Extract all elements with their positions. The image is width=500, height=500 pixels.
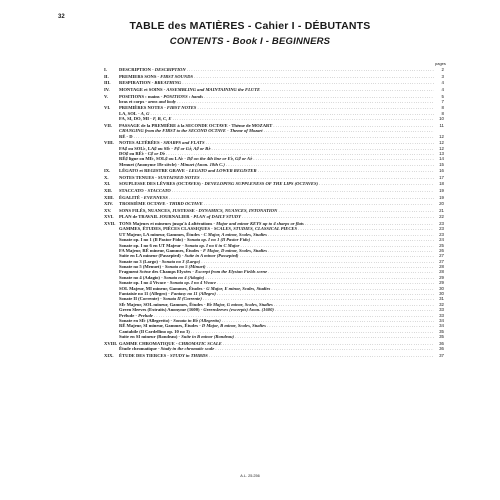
toc-entry-title xyxy=(119,175,434,180)
toc-entry-number: X. xyxy=(104,174,109,180)
toc-entry-separator: - xyxy=(134,312,139,318)
toc-entry-page: 7 xyxy=(441,98,444,104)
toc-entry-page: 27 xyxy=(439,253,444,259)
toc-entry-title-french: NOTES TENUES xyxy=(119,174,155,180)
toc-entry xyxy=(104,201,444,206)
toc-entry-title-french: Sonate no 4 (Adagio) xyxy=(119,274,160,280)
toc-entry-number: XVII. xyxy=(104,220,116,226)
toc-entry-separator: - xyxy=(180,242,185,248)
toc-entry-title-english: Sonata op. I no 4 Vivace xyxy=(169,280,216,286)
toc-entry-title-english: STACCATO xyxy=(147,188,171,194)
toc-entry-separator: - xyxy=(159,140,164,146)
toc-entry-number: V. xyxy=(104,93,108,99)
toc-entry xyxy=(104,334,444,339)
toc-entry-title-english: Suite in A minor (Passepied) xyxy=(184,253,239,259)
toc-entry-title-french: RÉ Majeur, SI mineur, Gammes, Études xyxy=(119,323,199,329)
toc-entry-page: 35 xyxy=(439,334,444,340)
toc-entry-page: 15 xyxy=(439,161,444,167)
toc-entry-title-french: SONS FILÉS, NUANCES, JUSTESSE xyxy=(119,207,195,213)
toc-entry-title-english: Fantasy no 11 (Allegro) xyxy=(170,291,216,297)
toc-entry-separator: - xyxy=(156,346,161,352)
toc-entry-number: III. xyxy=(104,80,111,86)
toc-entry-title-english: F♯ or G♭, A♯ or B♭ xyxy=(174,145,211,151)
toc-entry-page: 30 xyxy=(439,285,444,291)
toc-entry-page: 25 xyxy=(439,242,444,248)
toc-entry-title-french: Fragment Scène des Champs Elysées xyxy=(119,269,192,275)
toc-entry-separator: - xyxy=(183,156,188,162)
toc-entry-title xyxy=(119,116,434,121)
toc-entry-page: 23 xyxy=(439,226,444,232)
toc-entry xyxy=(104,87,444,92)
toc-entry-page: 8 xyxy=(441,105,444,111)
toc-entry-page: 13 xyxy=(439,150,444,156)
toc-entry-page: 36 xyxy=(439,340,444,346)
toc-entry-title-english: SHARPS and FLATS xyxy=(163,140,205,146)
toc-entry-separator: - xyxy=(158,296,163,302)
toc-entry-page: 22 xyxy=(439,214,444,220)
toc-entry-page: 5 xyxy=(441,93,444,99)
toc-entry-page: 3 xyxy=(441,73,444,79)
toc-entry-title-french: Suite en SI mineur (Rondeau) xyxy=(119,334,178,340)
toc-entry-title-english: Sonata op. I no 6 in C Major xyxy=(184,242,240,248)
toc-entry-number: XI. xyxy=(104,181,111,187)
toc-entry-title xyxy=(119,201,434,206)
toc-entry-title-french: Green Sleeves (Extraits) Anonyme (1600) xyxy=(119,307,200,313)
toc-entry-title-english: FIRST NOTES xyxy=(166,105,197,111)
title-french: TABLE des MATIÈRES - Cahier I - DÉBUTANTS xyxy=(129,20,371,32)
toc-entry xyxy=(104,214,444,219)
toc-entry-title-english: LEGATO and LOWER REGISTER xyxy=(188,168,257,174)
toc-entry-title-french: ÉTUDE DES TIERCES xyxy=(119,352,167,358)
toc-entry-page: 28 xyxy=(439,269,444,275)
toc-entry-title-english: Sonata in B♭ (Allegretto) xyxy=(173,317,221,323)
toc-entry xyxy=(104,208,444,213)
toc-entry-title-french: Sonate no 5 (Menuet) xyxy=(119,264,161,270)
toc-entry-separator: - xyxy=(136,110,141,116)
toc-entry-separator: - xyxy=(159,274,164,280)
toc-entry-title-english: DEVELOPING SUPPLENESS OF THE LIPS (OCTAVES) xyxy=(204,181,319,187)
toc-entry-title-french: UT Majeur, LA mineur, Gammes, Études xyxy=(119,231,200,237)
toc-entry-separator: - xyxy=(182,237,187,243)
toc-entry-title-french: LA, SOL xyxy=(119,110,137,116)
toc-entry-separator: - xyxy=(194,207,199,213)
toc-entry xyxy=(104,134,444,139)
toc-entry-title-english: CHANGING from the FIRST to the SECOND OCTAVE - Theme of Mozart xyxy=(119,128,263,134)
toc-entry-title-english: G Major, E minor, Scales, Studies xyxy=(206,285,271,291)
toc-entry-page: 24 xyxy=(439,237,444,243)
toc-entry-title-english: A, G xyxy=(140,110,150,116)
toc-entry-separator: - xyxy=(180,253,185,259)
toc-entry-title-french: GAMME CHROMATIQUE xyxy=(119,340,175,346)
toc-entry xyxy=(104,188,444,193)
toc-entry-title-english: Greensleeves (excerpts) Anon. (1600) xyxy=(203,307,274,313)
toc-entry-title-french: LÉGATO et REGISTRE GRAVE xyxy=(119,168,185,174)
toc-entry-separator: - xyxy=(149,116,153,122)
toc-entry-number: VI. xyxy=(104,105,111,111)
toc-entry-page: 30 xyxy=(439,291,444,297)
toc-entry-title-english: D♯ on the 4th line or E♭, G♯ or A♭ xyxy=(187,156,253,162)
toc-entry-title-french: DO♯ ou RÉ♭ xyxy=(119,150,144,156)
toc-entry-title-french: PREMIÈRES NOTES xyxy=(119,105,164,111)
toc-entry-separator: - xyxy=(176,161,181,167)
toc-entry-page: 14 xyxy=(439,156,444,162)
toc-entry-separator: - xyxy=(170,145,175,151)
toc-entry-number: XV. xyxy=(104,207,112,213)
toc-entry-separator: - xyxy=(199,307,204,313)
toc-entry-title-english: Major and minor KEYS up to 4 sharps or flats xyxy=(216,220,304,226)
toc-entry-title-english: STUDY in THIRDS xyxy=(169,352,208,358)
toc-entry-title-english: Sonata II (Corrente) xyxy=(162,296,202,302)
toc-entry xyxy=(104,99,444,104)
toc-entry xyxy=(104,346,444,351)
toc-entry-title-english: Sonata op. I no 1 (Il Pastor Fido) xyxy=(186,237,251,243)
toc-entry-separator: - xyxy=(174,340,179,346)
toc-entry-separator: - xyxy=(202,301,207,307)
toc-entry-page: 11 xyxy=(439,122,444,128)
toc-entry-title-english: Sonata no 4 (Adagio) xyxy=(163,274,205,280)
toc-entry-title-french: MONTAGE et SOINS xyxy=(119,86,163,92)
toc-entry-page: 23 xyxy=(439,220,444,226)
toc-entry-separator: - xyxy=(163,105,167,111)
toc-entry-separator: - xyxy=(189,214,194,220)
toc-entry-separator: - xyxy=(162,86,167,92)
toc-entry-separator: - xyxy=(154,174,158,180)
toc-entry-separator: - xyxy=(200,181,205,187)
table-of-contents xyxy=(104,66,444,358)
toc-entry-title-english: C Major, A minor, Scales, Studies xyxy=(203,231,267,237)
toc-entry-separator: - xyxy=(169,317,174,323)
toc-entry-number: VIII. xyxy=(104,140,114,146)
toc-entry-separator: - xyxy=(199,247,204,253)
toc-entry-title xyxy=(119,134,434,139)
toc-entry-title-french: NOTES ALTÉRÉES xyxy=(119,140,160,146)
toc-entry-title xyxy=(119,214,434,219)
toc-entry-title-french: SOUPLESSE DES LÈVRES (OCTAVES) xyxy=(119,181,201,187)
toc-entry-title-french: RÉ - D xyxy=(119,133,133,139)
toc-entry-title-french: RÉ♯ ligne ou MI♭, SOL♯ ou LA♭ xyxy=(119,156,184,162)
toc-entry-separator: - xyxy=(157,258,162,264)
toc-entry-page: 19 xyxy=(439,194,444,200)
toc-entry-page: 28 xyxy=(439,264,444,270)
toc-entry-number: I. xyxy=(104,67,107,73)
toc-entry-title-english: Minuet (Anon. 18th C.) xyxy=(180,161,225,167)
toc-entry-title-english: Study in the chromatic scale xyxy=(160,346,215,352)
toc-entry-title xyxy=(119,208,434,213)
toc-entry-title-english: D Major, B minor, Scales, Studies xyxy=(201,323,266,329)
toc-entry-separator: - xyxy=(198,323,202,329)
toc-entry-title-french: Sonate op. I no 6 en UT Majeur xyxy=(119,242,181,248)
toc-entry-title-english: ASSEMBLING and MAINTAINING the FLUTE xyxy=(166,86,261,92)
toc-entry xyxy=(104,353,444,358)
toc-entry xyxy=(104,181,444,186)
toc-entry-title-english: CHROMATIC SCALE xyxy=(178,340,222,346)
toc-entry-title-french: Cantabile (Il Cardellino op. 10 no 3) xyxy=(119,328,190,334)
toc-entry-page: 37 xyxy=(439,352,444,358)
toc-entry-page: 23 xyxy=(439,231,444,237)
title-english: CONTENTS - Book I - BEGINNERS xyxy=(169,36,331,47)
toc-entry-title-french: Sonate II (Corrente) xyxy=(119,296,159,302)
toc-entry-title-french: PASSAGE de la PREMIÈRE à la SECONDE OCTAVE - Thème de MOZART xyxy=(119,122,273,128)
toc-entry-page: 10 xyxy=(439,116,444,122)
toc-entry-page: 4 xyxy=(441,86,444,92)
toc-entry-page: 12 xyxy=(439,133,444,139)
toc-entry-title-english: POSITIONS : hands xyxy=(163,93,203,99)
toc-entry-title-english: SUSTAINED NOTES xyxy=(157,174,200,180)
toc-entry-title-english: Excerpt from the Elysian Fields scene xyxy=(195,269,268,275)
toc-entry-separator: - xyxy=(166,352,170,358)
toc-entry-title xyxy=(119,195,434,200)
toc-entry-title-english: PLAN of DAILY STUDY xyxy=(193,214,241,220)
toc-entry-title-french: FA♯ ou SOL♭, LA♯ ou SI♭ xyxy=(119,145,171,151)
toc-entry-separator: - xyxy=(160,264,165,270)
toc-entry-title-french: Suite en LA mineur (Passepied) xyxy=(119,253,181,259)
toc-entry-title xyxy=(119,162,434,167)
toc-entry-page: 34 xyxy=(439,317,444,323)
toc-entry-title xyxy=(119,87,434,92)
toc-entry-separator: - xyxy=(167,291,171,297)
toc-entry-title-french: Prélude xyxy=(119,312,135,318)
toc-entry-number: XII. xyxy=(104,188,113,194)
toc-entry-separator: - xyxy=(165,280,170,286)
toc-entry-page: 32 xyxy=(439,301,444,307)
toc-entry-title xyxy=(119,346,434,351)
toc-entry-separator: - xyxy=(159,93,164,99)
toc-entry-title-french: Sonate no 3 (Largo) xyxy=(119,258,158,264)
toc-entry-number: XVIII. xyxy=(104,340,118,346)
toc-entry-title-french: Sonate op. I no 1 (Il Pastor Fido) xyxy=(119,237,183,243)
toc-entry xyxy=(104,168,444,173)
toc-entry-number: XIX. xyxy=(104,352,114,358)
toc-entry-title xyxy=(119,181,434,186)
toc-entry-separator: - xyxy=(212,220,217,226)
toc-entry-title-french: STACCATO xyxy=(119,188,144,194)
toc-entry-title-english: F Major, D minor, Scales, Studies xyxy=(203,247,268,253)
toc-entry-title-english: DESCRIPTION xyxy=(154,67,186,73)
toc-entry-page: 19 xyxy=(439,188,444,194)
toc-entry-page: 4 xyxy=(441,80,444,86)
toc-entry-title-french: PREMIERS SONS xyxy=(119,73,157,79)
toc-entry-page: 16 xyxy=(439,168,444,174)
toc-entry-separator: - xyxy=(210,226,214,232)
toc-entry-title-french: FA Majeur, RÉ mineur, Gammes, Études xyxy=(119,247,200,253)
toc-entry-separator: - xyxy=(202,285,207,291)
toc-entry-separator: - xyxy=(139,194,144,200)
toc-entry-number: XIV. xyxy=(104,201,113,207)
toc-entry-title-english: BREATHING xyxy=(154,80,182,86)
toc-entry-title-english: Suite in B minor (Rondeau) xyxy=(181,334,235,340)
toc-entry-page: 36 xyxy=(439,346,444,352)
toc-entry-title-english: DYNAMICS, NUANCES, INTONATION xyxy=(198,207,278,213)
toc-entry-page: 34 xyxy=(439,323,444,329)
toc-entry-title-english: Sonata no 3 (Largo) xyxy=(161,258,201,264)
toc-entry-page: 20 xyxy=(439,201,444,207)
toc-entry xyxy=(104,195,444,200)
toc-entry-title-english: Prelude xyxy=(138,312,153,318)
toc-entry-page: 12 xyxy=(439,145,444,151)
toc-entry-page: 29 xyxy=(439,274,444,280)
toc-entry-number: IV. xyxy=(104,86,110,92)
toc-entry-page: 12 xyxy=(439,140,444,146)
toc-entry-separator: - xyxy=(143,188,148,194)
toc-entry-title-english: C♯ or D♭ xyxy=(147,150,165,156)
toc-entry-separator: - xyxy=(143,150,148,156)
footer-catalog-number: A.L. 25.256 xyxy=(240,474,260,478)
toc-entry-title xyxy=(119,334,434,339)
toc-entry-title-french: GAMMES, ÉTUDES, PIÈCES CLASSIQUES xyxy=(119,226,211,232)
toc-entry-page: 29 xyxy=(439,280,444,286)
toc-entry-title xyxy=(119,74,434,79)
toc-entry-separator: - xyxy=(144,98,149,104)
toc-entry-title-french: POSITIONS : mains xyxy=(119,93,160,99)
toc-entry-title-french: SI♭ Majeur, SOL mineur, Gammes, Études xyxy=(119,301,203,307)
toc-entry-number: XVI. xyxy=(104,214,114,220)
toc-entry-title-french: bras et corps xyxy=(119,98,145,104)
toc-entry-title-french: SOL Majeur, MI mineur, Gammes, Études xyxy=(119,285,203,291)
toc-entry-title-english: F, B, C, E xyxy=(152,116,172,122)
toc-entry-number: VII. xyxy=(104,122,113,128)
toc-entry-title-english: arms and body xyxy=(148,98,176,104)
toc-entry-page: 17 xyxy=(439,174,444,180)
toc-entry-title xyxy=(119,188,434,193)
toc-entry-number: II. xyxy=(104,73,109,79)
toc-entry-separator: - xyxy=(199,231,204,237)
toc-entry-title-french: TONS Majeurs et mineurs jusqu'à 4 altérations xyxy=(119,220,213,226)
toc-entry-title-english: Sonata no 5 (Minuet) xyxy=(164,264,206,270)
toc-entry-title-french: DESCRIPTION xyxy=(119,67,151,73)
toc-entry-title-french: FA, SI, DO, MI xyxy=(119,116,150,122)
toc-entry-title-french: RESPIRATION xyxy=(119,80,151,86)
toc-entry-title-french: Sonate op. I no 4 Vivace xyxy=(119,280,166,286)
toc-entry xyxy=(104,74,444,79)
toc-entry-title-french: Menuet (Anonyme 18e siècle) xyxy=(119,161,177,167)
toc-entry-title-english: SCALES, STUDIES, CLASSICAL PIECES xyxy=(213,226,298,232)
toc-entry-number: IX. xyxy=(104,168,111,174)
toc-entry-title-french: Étude chromatique xyxy=(119,346,157,352)
toc-entry-separator: - xyxy=(185,168,189,174)
toc-entry-number: XIII. xyxy=(104,194,114,200)
toc-entry-page: 31 xyxy=(439,296,444,302)
toc-entry-title-english: B♭ Major, G minor, Scales, Studies xyxy=(206,301,273,307)
toc-entry xyxy=(104,80,444,85)
toc-entry-title-french: ÉGALITÉ xyxy=(119,194,140,200)
toc-entry-title xyxy=(119,67,434,72)
toc-entry-title xyxy=(119,80,434,85)
toc-entry-separator: - xyxy=(191,269,196,275)
toc-entry-page: 8 xyxy=(441,110,444,116)
toc-entry xyxy=(104,162,444,167)
toc-entry-page: 2 xyxy=(441,67,444,73)
toc-entry-separator: - xyxy=(177,334,182,340)
toc-entry-title-english: EVENNESS xyxy=(143,194,168,200)
toc-entry-page: 27 xyxy=(439,258,444,264)
toc-entry-title-french: Sonate en SI♭ (Allegretto) xyxy=(119,317,170,323)
toc-entry-separator: - xyxy=(150,80,155,86)
toc-entry-separator: - xyxy=(156,73,161,79)
toc-entry-page: 33 xyxy=(439,312,444,318)
toc-entry xyxy=(104,116,444,121)
toc-entry-title-french: Fantaisie no 11 (Allegro) xyxy=(119,291,168,297)
pages-column-label: pages xyxy=(435,61,446,66)
toc-entry-page: 18 xyxy=(439,181,444,187)
toc-entry-page: 35 xyxy=(439,328,444,334)
toc-entry-page: 21 xyxy=(439,207,444,213)
toc-entry-title xyxy=(119,168,434,173)
toc-entry-title xyxy=(119,99,434,104)
toc-entry-title-french: TROISIÈME OCTAVE xyxy=(119,201,166,207)
toc-entry-page: 33 xyxy=(439,307,444,313)
toc-entry-page: 26 xyxy=(439,247,444,253)
toc-entry-separator: - xyxy=(150,67,155,73)
toc-entry-title-english: THIRD OCTAVE xyxy=(169,201,203,207)
page-number: 32 xyxy=(58,14,65,20)
toc-entry-title xyxy=(119,353,434,358)
toc-entry-separator: - xyxy=(165,201,170,207)
toc-entry-title-french: PLAN de TRAVAIL JOURNALIER xyxy=(119,214,190,220)
toc-entry-title-english: FIRST SOUNDS xyxy=(160,73,194,79)
toc-entry xyxy=(104,175,444,180)
toc-entry xyxy=(104,67,444,72)
